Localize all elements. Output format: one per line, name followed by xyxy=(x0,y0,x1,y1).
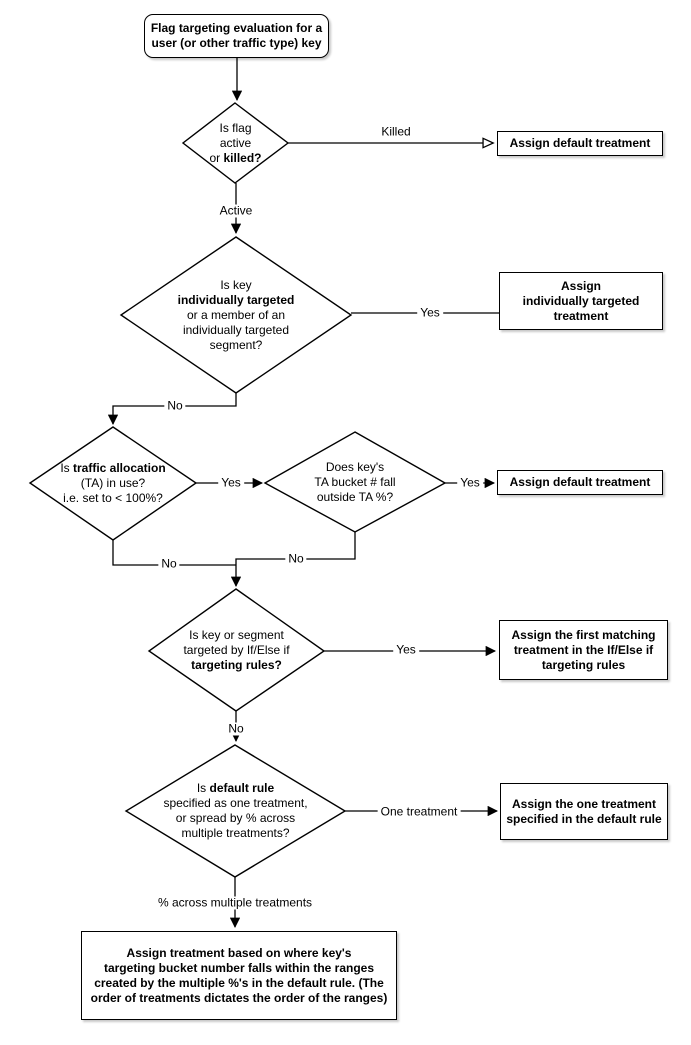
edge-label-active: Active xyxy=(217,205,256,218)
result-assign-one-treatment: Assign the one treatment specified in the default rule xyxy=(500,783,668,840)
decision-targeting-rules-shape xyxy=(149,589,324,711)
decision-targeting-rules-text: Is key or segment targeted by If/Else if targeting rules? xyxy=(183,627,290,672)
edge-label-yes-outside: Yes xyxy=(457,477,483,490)
edge-label-no-rules: No xyxy=(225,723,246,736)
result-assign-individually-targeted: Assign individually targeted treatment xyxy=(499,272,663,330)
result-assign-default-treatment-ta: Assign default treatment xyxy=(497,470,663,495)
decision-traffic-allocation-text: Is traffic allocation (TA) in use? i.e. set to < 100%? xyxy=(60,461,166,505)
start-node-line: user (or other traffic type) key xyxy=(151,36,322,50)
result-assign-by-ranges: Assign treatment based on where key's targeting bucket number falls within the ranges created by the multiple %'s in the default rule. (The order of treatments dictates the order of the ranges) xyxy=(81,931,397,1020)
start-node-line: Flag targeting evaluation for a xyxy=(150,21,323,35)
decision-flag-active-text: Is flag active or killed? xyxy=(209,120,262,165)
edge-label-no-individual: No xyxy=(164,400,185,413)
decision-flag-active-shape xyxy=(183,103,288,183)
edge-label-one-treatment: One treatment xyxy=(378,806,461,819)
decision-default-rule-shape xyxy=(126,745,345,877)
edge-label-yes-rules: Yes xyxy=(393,644,419,657)
start-node xyxy=(144,14,329,58)
decision-individually-targeted-text: Is key individually targeted or a member of an individually targeted segment? xyxy=(177,277,295,352)
edge-label-yes-individual: Yes xyxy=(417,307,443,320)
result-assign-default-treatment-killed: Assign default treatment xyxy=(497,131,663,156)
edge-label-yes-ta: Yes xyxy=(218,477,244,490)
result-assign-first-matching: Assign the first matching treatment in the If/Else if targeting rules xyxy=(499,620,668,680)
edge-label-killed: Killed xyxy=(378,126,413,139)
decision-individually-targeted-shape xyxy=(121,237,351,393)
decision-traffic-allocation-shape xyxy=(30,427,196,540)
edge-label-no-ta: No xyxy=(158,558,179,571)
decision-default-rule-text: Is default rule specified as one treatment, or spread by % across multiple treatments? xyxy=(163,781,308,840)
decision-ta-bucket-text: Does key's TA bucket # fall outside TA %? xyxy=(314,459,396,504)
edge-label-pct-multiple: % across multiple treatments xyxy=(155,897,315,910)
edge-label-no-outside: No xyxy=(285,553,306,566)
decision-ta-bucket-shape xyxy=(265,432,445,532)
